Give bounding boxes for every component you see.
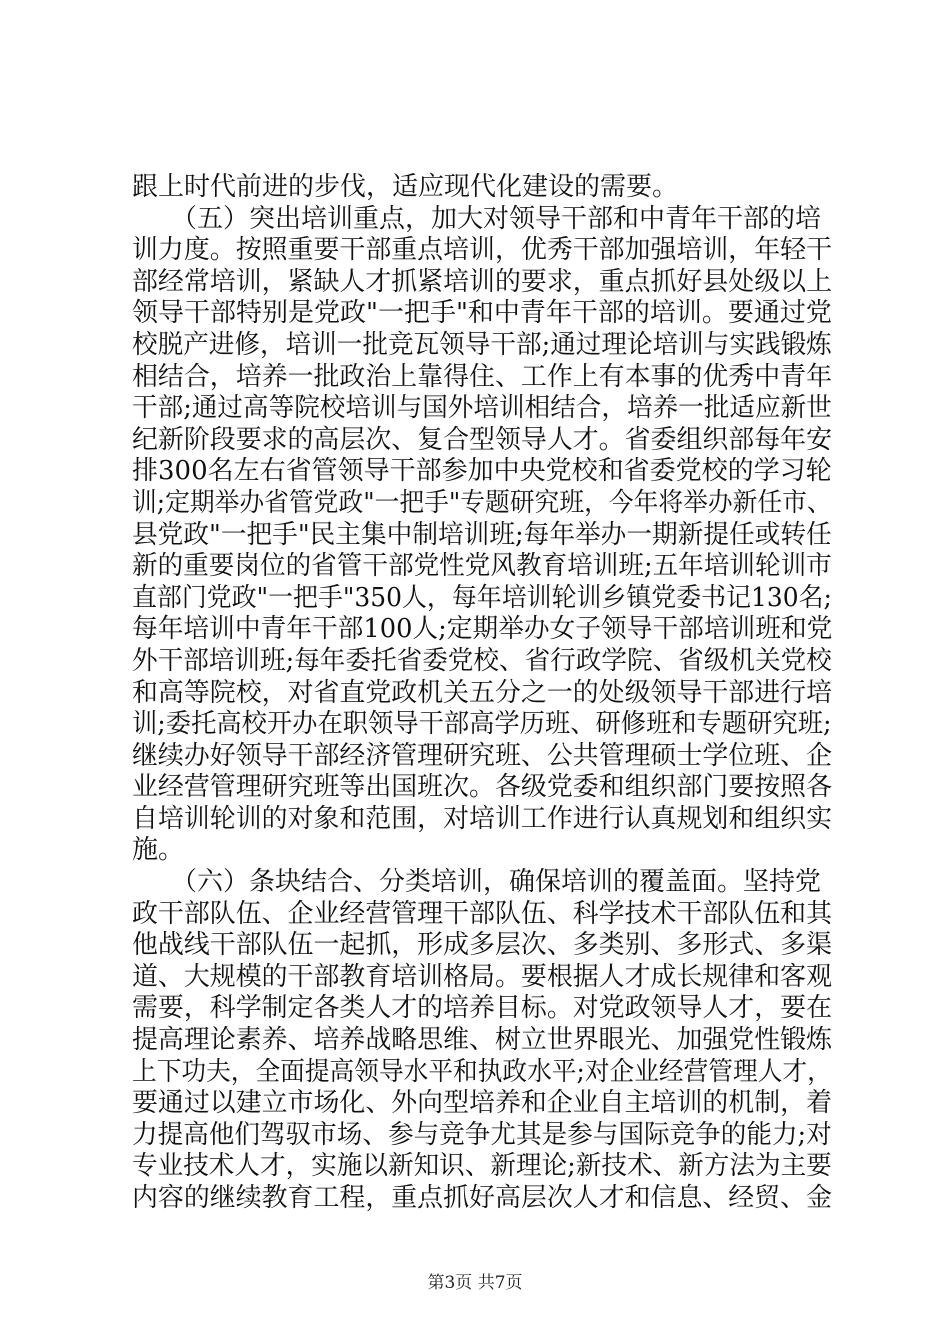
- text-line: 纪新阶段要求的高层次、复合型领导人才。省委组织部每年安: [132, 424, 833, 455]
- text-line: 他战线干部队伍一起抓，形成多层次、多类别、多形式、多渠: [132, 930, 833, 961]
- text-line: 部经常培训，紧缺人才抓紧培训的要求，重点抓好县处级以上: [132, 266, 833, 297]
- text-line: （五）突出培训重点，加大对领导干部和中青年干部的培: [132, 203, 822, 234]
- body-text: [132, 172, 832, 1215]
- text-line: 继续办好领导干部经济管理研究班、公共管理硕士学位班、企: [132, 740, 833, 771]
- text-line: 道、大规模的干部教育培训格局。要根据人才成长规律和客观: [132, 961, 833, 992]
- text-line: 排300名左右省管领导干部参加中央党校和省委党校的学习轮: [132, 456, 832, 487]
- text-line: （六）条块结合、分类培训，确保培训的覆盖面。坚持党: [132, 867, 822, 898]
- text-line: 新的重要岗位的省管干部党性党风教育培训班;五年培训轮训市: [132, 551, 832, 582]
- text-line: 每年培训中青年干部100人;定期举办女子领导干部培训班和党: [132, 614, 833, 645]
- text-line: 干部;通过高等院校培训与国外培训相结合，培养一批适应新世: [132, 393, 832, 424]
- text-line: 施。: [132, 835, 185, 866]
- text-line: 校脱产进修，培训一批竞瓦领导干部;通过理论培训与实践锻炼: [132, 329, 832, 360]
- page-footer: 第3页 共7页: [427, 1273, 523, 1293]
- text-line: 需要，科学制定各类人才的培养目标。对党政领导人才，要在: [132, 993, 833, 1024]
- text-line: 领导干部特别是党政"一把手"和中青年干部的培训。要通过党: [132, 298, 832, 329]
- text-line: 自培训轮训的对象和范围，对培训工作进行认真规划和组织实: [132, 803, 833, 834]
- text-line: 县党政"一把手"民主集中制培训班;每年举办一期新提任或转任: [132, 519, 832, 550]
- text-line: 跟上时代前进的步伐，适应现代化建设的需要。: [132, 172, 679, 202]
- text-line: 政干部队伍、企业经营管理干部队伍、科学技术干部队伍和其: [132, 898, 833, 929]
- text-line: 要通过以建立市场化、外向型培养和企业自主培训的机制，着: [132, 1088, 833, 1119]
- text-line: 外干部培训班;每年委托省委党校、省行政学院、省级机关党校: [132, 645, 832, 676]
- text-line: 相结合，培养一批政治上靠得住、工作上有本事的优秀中青年: [132, 361, 833, 392]
- text-line: 直部门党政"一把手"350人，每年培训轮训乡镇党委书记130名;: [132, 582, 832, 613]
- text-line: 力提高他们驾驭市场、参与竞争尤其是参与国际竞争的能力;对: [132, 1119, 832, 1150]
- text-line: 内容的继续教育工程，重点抓好高层次人才和信息、经贸、金: [132, 1183, 833, 1213]
- text-line: 训力度。按照重要干部重点培训，优秀干部加强培训，年轻干: [132, 235, 833, 266]
- text-line: 训;委托高校开办在职领导干部高学历班、研修班和专题研究班;: [132, 709, 832, 740]
- text-line: 和高等院校，对省直党政机关五分之一的处级领导干部进行培: [132, 677, 833, 708]
- text-line: 上下功夫，全面提高领导水平和执政水平;对企业经营管理人才，: [132, 1056, 832, 1087]
- text-line: 提高理论素养、培养战略思维、树立世界眼光、加强党性锻炼: [132, 1025, 833, 1056]
- text-line: 训;定期举办省管党政"一把手"专题研究班，今年将举办新任市、: [132, 487, 832, 518]
- text-line: 专业技术人才，实施以新知识、新理论;新技术、新方法为主要: [132, 1151, 832, 1182]
- text-line: 业经营管理研究班等出国班次。各级党委和组织部门要按照各: [132, 772, 833, 803]
